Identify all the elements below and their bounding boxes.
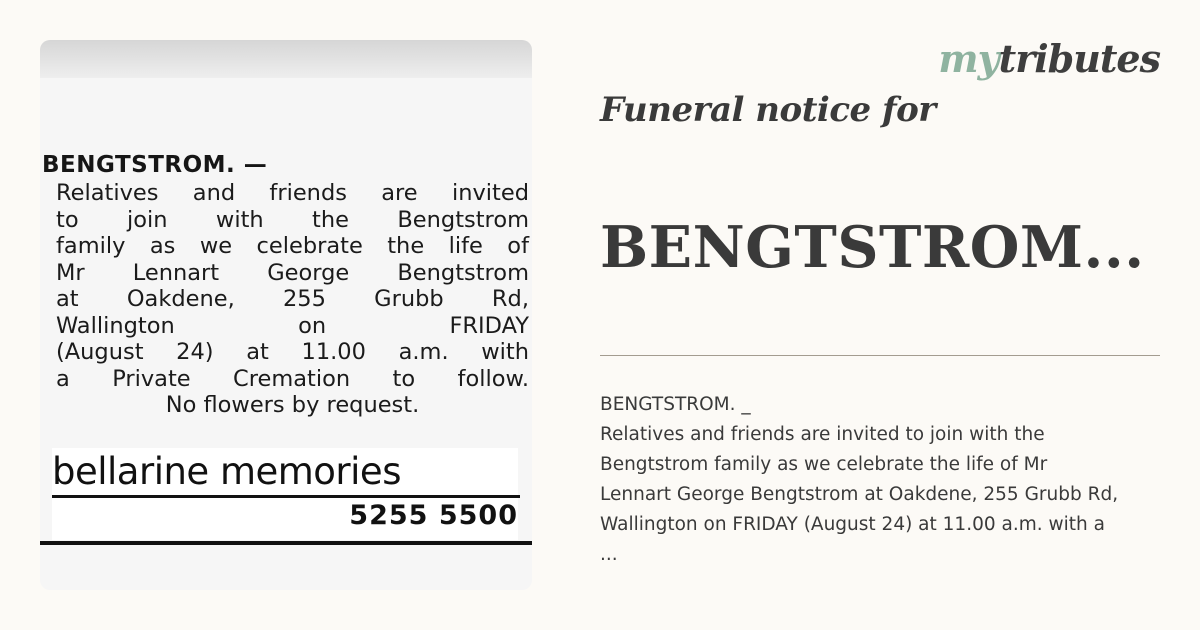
clipping-bottom-rule xyxy=(40,541,532,545)
notice-type-subtitle: Funeral notice for xyxy=(600,90,936,130)
ad-underline xyxy=(52,495,520,498)
clipping-line: Wallington on FRIDAY xyxy=(56,312,529,339)
clipping-line: at Oakdene, 255 Grubb Rd, xyxy=(56,286,529,312)
clipping-top-shade xyxy=(40,40,532,78)
deceased-name-title: BENGTSTROM... xyxy=(600,214,1145,281)
logo-part-tributes: tributes xyxy=(998,36,1160,81)
clipping-body xyxy=(56,180,529,419)
clipping-line: Mr Lennart George Bengtstrom xyxy=(56,259,529,286)
excerpt-line: Relatives and friends are invited to join with the xyxy=(600,424,1045,445)
funeral-director-name: bellarine memories xyxy=(52,450,401,493)
clipping-line: to join with the Bengtstrom xyxy=(56,206,529,233)
clipping-line: family as we celebrate the life of xyxy=(56,233,529,259)
clipping-line: (August 24) at 11.00 a.m. with xyxy=(56,339,529,365)
excerpt-line: Wallington on FRIDAY (August 24) at 11.00 a.m. with a xyxy=(600,514,1105,535)
section-divider xyxy=(600,355,1160,356)
logo-part-my: my xyxy=(938,36,999,81)
notice-excerpt xyxy=(600,390,1160,570)
clipping-line: No flowers by request. xyxy=(165,392,420,418)
excerpt-line: Lennart George Bengtstrom at Oakdene, 255 Grubb Rd, xyxy=(600,484,1119,505)
excerpt-line: ... xyxy=(600,544,618,565)
clipping-line: a Private Cremation to follow. xyxy=(56,365,529,392)
clipping-heading: BENGTSTROM. — xyxy=(42,152,268,178)
funeral-director-phone: 5255 5500 xyxy=(349,500,518,531)
excerpt-line: BENGTSTROM. _ xyxy=(600,394,751,415)
clipping-line: Relatives and friends are invited xyxy=(56,180,529,206)
mytributes-logo xyxy=(938,36,1160,81)
excerpt-line: Bengtstrom family as we celebrate the life of Mr xyxy=(600,454,1048,475)
funeral-notice-clipping-image xyxy=(40,40,532,590)
funeral-director-ad xyxy=(52,448,518,540)
